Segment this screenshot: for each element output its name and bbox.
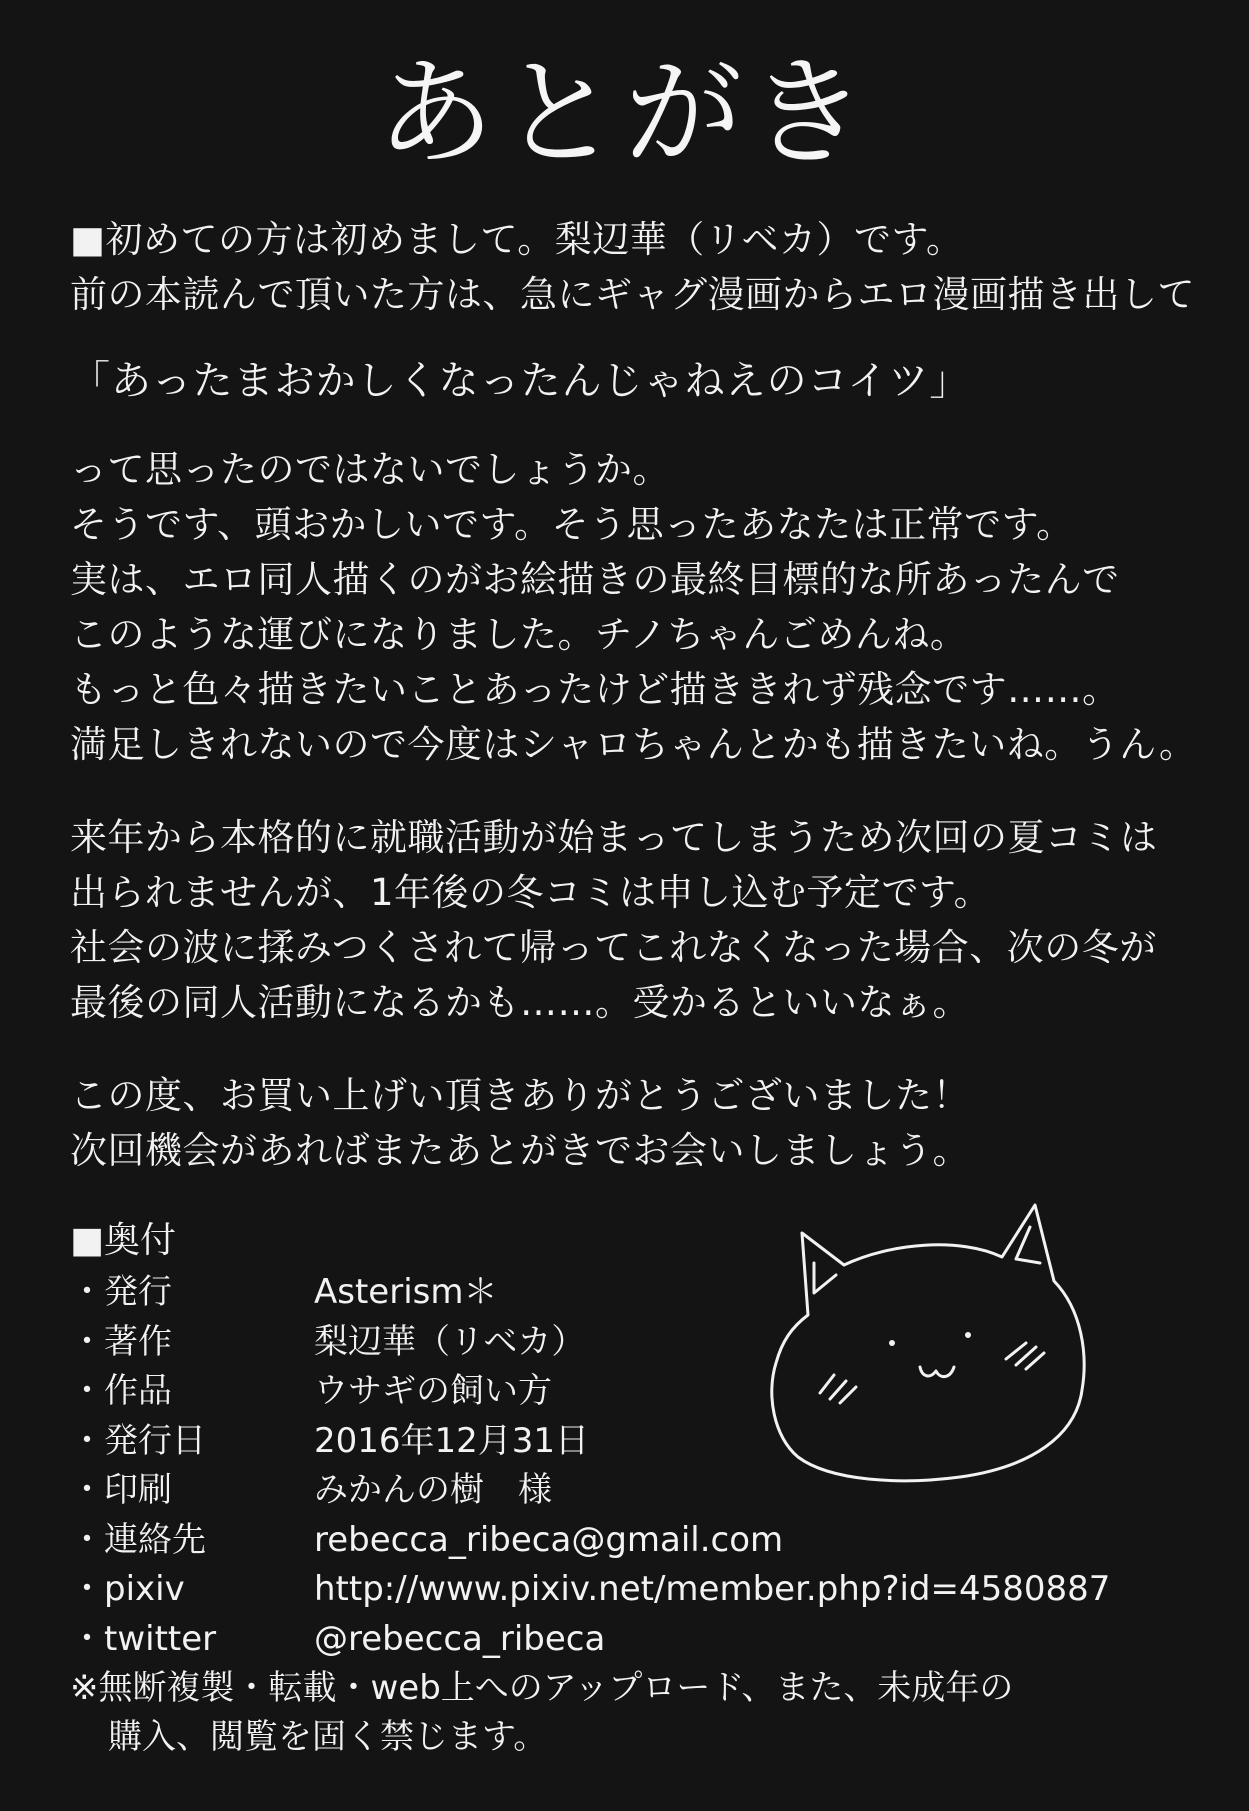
body-line: そうです、頭おかしいです。そう思ったあなたは正常です。 xyxy=(70,503,1074,546)
body-line: 出られませんが、1年後の冬コミは申し込む予定です。 xyxy=(70,871,992,914)
copyright-notice: 購入、閲覧を固く禁じます。 xyxy=(108,1717,548,1757)
colophon-row-contact xyxy=(70,1516,1210,1566)
colophon-label: ・印刷 xyxy=(70,1470,172,1510)
colophon-label: ・pixiv xyxy=(70,1569,185,1609)
colophon-label: ・発行 xyxy=(70,1272,172,1312)
intro-line: 前の本読んで頂いた方は、急にギャグ漫画からエロ漫画描き出して xyxy=(70,273,1195,316)
colophon-value: ウサギの飼い方 xyxy=(314,1371,552,1411)
afterword-body xyxy=(70,212,1197,1178)
colophon-value: みかんの樹 様 xyxy=(314,1470,552,1510)
colophon-label: ・著作 xyxy=(70,1321,172,1362)
colophon-value: 梨辺華（リベカ） xyxy=(314,1321,586,1362)
body-line: って思ったのではないでしょうか。 xyxy=(70,448,670,491)
pixiv-url: http://www.pixiv.net/member.php?id=4580887 xyxy=(314,1569,1111,1609)
body-line: もっと色々描きたいことあったけど描ききれず残念です……。 xyxy=(70,668,1120,711)
colophon-label: ・発行日 xyxy=(70,1420,206,1461)
body-line: 実は、エロ同人描くのがお絵描きの最終目標的な所あったんで xyxy=(70,558,1120,601)
colophon-label: ・作品 xyxy=(70,1371,172,1411)
body-line: 来年から本格的に就職活動が始まってしまうため次回の夏コミは xyxy=(70,816,1158,859)
body-line: 満足しきれないので今度はシャロちゃんとかも描きたいね。うん。 xyxy=(70,723,1197,766)
colophon-label: ・twitter xyxy=(70,1618,217,1659)
body-line: 社会の波に揉みつくされて帰ってこれなくなった場合、次の冬が xyxy=(70,926,1157,969)
copyright-notice: ※無断複製・転載・web上へのアップロード、また、未成年の xyxy=(70,1668,1014,1708)
thanks-line: この度、お買い上げい頂きありがとうございました！ xyxy=(70,1074,970,1117)
contact-email: rebecca_ribeca@gmail.com xyxy=(314,1519,784,1560)
body-line: このような運びになりました。チノちゃんごめんね。 xyxy=(70,613,968,656)
colophon-value: 2016年12月31日 xyxy=(314,1420,590,1461)
body-line: 最後の同人活動になるかも……。受かるといいなぁ。 xyxy=(70,981,970,1024)
page-title: あとがき xyxy=(376,44,873,182)
quote-line: 「あったまおかしくなったんじゃねえのコイツ」 xyxy=(70,358,971,404)
colophon-label: ・連絡先 xyxy=(70,1519,206,1560)
twitter-handle: @rebecca_ribeca xyxy=(314,1618,606,1659)
colophon-row-twitter xyxy=(70,1615,1210,1665)
colophon-heading: ■奥付 xyxy=(70,1220,177,1261)
round-cat-doodle-icon xyxy=(770,1195,1100,1485)
colophon-value: Asterism＊ xyxy=(314,1272,498,1312)
intro-line: ■初めての方は初めまして。梨辺華（リベカ）です。 xyxy=(70,218,964,261)
colophon-row-pixiv xyxy=(70,1565,1210,1615)
thanks-line: 次回機会があればまたあとがきでお会いしましょう。 xyxy=(70,1129,970,1172)
